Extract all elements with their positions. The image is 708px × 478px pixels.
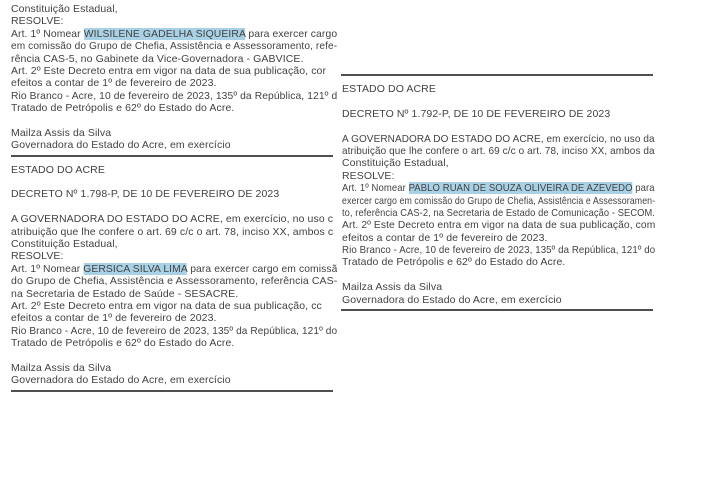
- text-segment: efeitos a contar de 1º de fevereiro de 2023.: [11, 77, 217, 90]
- text-segment: RESOLVE:: [11, 15, 64, 28]
- document-line: [11, 226, 337, 238]
- text-segment: na Secretaria de Estado de Saúde - SESACRE.: [11, 287, 239, 300]
- text-segment: Art. 1º Nomear: [11, 262, 84, 275]
- text-segment: Tratado de Petrópolis e 62º do Estado do Acre.: [11, 337, 235, 350]
- blank-line: [342, 95, 655, 107]
- left-text-column: [11, 3, 337, 399]
- document-line: [11, 139, 337, 151]
- text-segment: Art. 1º Nomear: [342, 182, 409, 195]
- document-line: [11, 337, 337, 349]
- document-line: [342, 294, 655, 306]
- text-segment: Governadora do Estado do Acre, em exercício: [342, 293, 562, 306]
- document-line: [11, 27, 337, 40]
- section-divider: [341, 309, 653, 311]
- document-line: [11, 127, 337, 139]
- document-line: [342, 83, 655, 95]
- text-segment: to, referência CAS-2, na Secretaria de Estado de Comunicação - SECOM.: [342, 206, 655, 219]
- document-line: [342, 144, 655, 157]
- text-segment: ESTADO DO ACRE: [342, 83, 436, 95]
- document-line: [11, 374, 337, 386]
- text-segment: para exercer cargo: [245, 27, 337, 40]
- text-segment: rência CAS-5, no Gabinete da Vice-Governadora - GABVICE.: [11, 52, 304, 65]
- text-segment: DECRETO Nº 1.792-P, DE 10 DE FEVEREIRO DE 2023: [342, 107, 611, 120]
- text-segment: Art. 2º Este Decreto entra em vigor na data de sua publicação, cor: [11, 64, 327, 77]
- text-segment: DECRETO Nº 1.798-P, DE 10 DE FEVEREIRO DE 2023: [11, 188, 280, 201]
- document-line: [11, 324, 337, 337]
- document-line: [11, 275, 337, 287]
- document-line: [11, 188, 337, 200]
- document-line: [11, 102, 337, 114]
- text-segment: Rio Branco - Acre, 10 de fevereiro de 2023, 135º da República, 121º d: [11, 89, 337, 102]
- document-line: [11, 312, 337, 324]
- document-line: [11, 362, 337, 374]
- blank-line: [11, 176, 337, 188]
- blank-line: [11, 201, 337, 213]
- text-segment: Tratado de Petrópolis e 62º do Estado do Acre.: [11, 102, 235, 115]
- text-segment: Governadora do Estado do Acre, em exercício: [11, 374, 231, 387]
- document-line: [11, 238, 337, 250]
- document-line: [342, 219, 656, 232]
- text-segment: exercer cargo em comissão do Grupo de Chefia, Assistência e Assessoramen-: [342, 194, 656, 207]
- blank-line: [342, 269, 655, 281]
- document-line: [342, 182, 655, 195]
- section-divider: [11, 390, 333, 392]
- text-segment: para exercer cargo em comissã: [187, 262, 337, 275]
- text-segment: Rio Branco - Acre, 10 de fevereiro de 2023, 135º da República, 121º do: [342, 244, 656, 257]
- document-line: [11, 53, 337, 65]
- document-line: [11, 3, 337, 15]
- document-line: [11, 89, 337, 102]
- document-line: [342, 244, 656, 257]
- text-segment: efeitos a contar de 1º de fevereiro de 2023.: [342, 231, 548, 244]
- text-segment: Mailza Assis da Silva: [342, 281, 443, 294]
- right-text-column: [342, 71, 655, 318]
- text-segment: ESTADO DO ACRE: [11, 163, 105, 176]
- text-segment: Constituição Estadual,: [342, 157, 449, 170]
- blank-line: [11, 350, 337, 362]
- text-segment: atribuição que lhe confere o art. 69 c/c o art. 78, inciso XX, ambos da: [342, 144, 655, 157]
- highlighted-name: WILSILENE GADELHA SIQUEIRA: [83, 27, 246, 40]
- section-divider: [341, 74, 653, 76]
- text-segment: A GOVERNADORA DO ESTADO DO ACRE, em exercício, no uso c: [11, 213, 334, 226]
- document-line: [11, 15, 337, 27]
- document-line: [11, 65, 337, 77]
- document-line: [11, 300, 337, 312]
- text-segment: Mailza Assis da Silva: [11, 361, 112, 374]
- document-line: [11, 250, 337, 262]
- document-line: [11, 262, 337, 275]
- text-segment: Constituição Estadual,: [11, 238, 118, 251]
- document-line: [11, 40, 337, 53]
- text-segment: para: [632, 182, 655, 195]
- document-line: [11, 213, 337, 225]
- text-segment: Art. 2º Este Decreto entra em vigor na data de sua publicação, cc: [11, 299, 322, 312]
- document-line: [342, 194, 656, 207]
- highlighted-name: PABLO RUAN DE SOUZA OLIVEIRA DE AZEVEDO: [408, 182, 633, 195]
- text-segment: em comissão do Grupo de Chefia, Assistência e Assessoramento, refe-: [11, 40, 337, 53]
- document-line: [342, 132, 655, 145]
- document-line: [342, 256, 655, 268]
- text-segment: A GOVERNADORA DO ESTADO DO ACRE, em exercício, no uso da: [342, 132, 655, 145]
- document-line: [342, 206, 655, 219]
- highlighted-name: GERSICA SILVA LIMA: [83, 262, 188, 275]
- text-segment: RESOLVE:: [342, 169, 395, 182]
- text-segment: do Grupo de Chefia, Assistência e Assessoramento, referência CAS-: [11, 275, 337, 288]
- text-segment: efeitos a contar de 1º de fevereiro de 2023.: [11, 312, 217, 325]
- text-segment: Rio Branco - Acre, 10 de fevereiro de 2023, 135º da República, 121º do: [11, 324, 337, 337]
- text-segment: atribuição que lhe confere o art. 69 c/c o art. 78, inciso XX, ambos c: [11, 225, 334, 238]
- document-line: [342, 157, 655, 169]
- document-line: [342, 232, 655, 244]
- document-line: [11, 288, 337, 300]
- section-divider: [11, 155, 333, 157]
- text-segment: Mailza Assis da Silva: [11, 126, 112, 139]
- text-segment: Governadora do Estado do Acre, em exercício: [11, 139, 231, 152]
- blank-line: [342, 120, 655, 132]
- document-line: [342, 281, 655, 293]
- text-segment: Constituição Estadual,: [11, 3, 118, 15]
- document-line: [342, 170, 655, 182]
- text-segment: Tratado de Petrópolis e 62º do Estado do Acre.: [342, 256, 566, 269]
- document-line: [11, 77, 337, 89]
- document-line: [342, 108, 655, 120]
- blank-line: [11, 115, 337, 127]
- text-segment: Art. 1º Nomear: [11, 27, 84, 40]
- text-segment: RESOLVE:: [11, 250, 64, 263]
- text-segment: Art. 2º Este Decreto entra em vigor na data de sua publicação, com: [342, 219, 656, 232]
- document-line: [11, 164, 337, 176]
